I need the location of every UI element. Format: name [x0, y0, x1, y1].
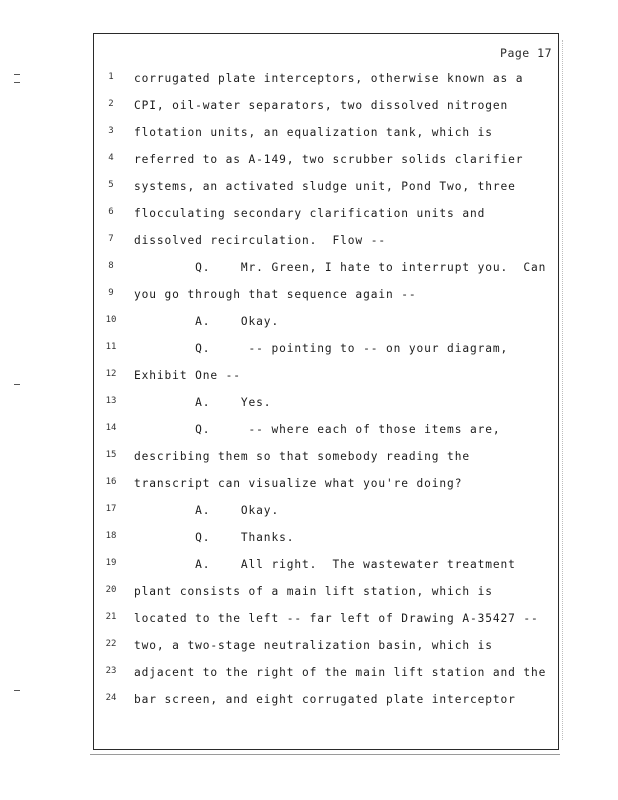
transcript-line [94, 342, 560, 358]
line-text: you go through that sequence again -- [134, 288, 417, 301]
line-number: 23 [105, 666, 117, 676]
line-number: 1 [108, 72, 114, 82]
transcript-line [94, 99, 560, 115]
transcript-line [94, 261, 560, 277]
line-text: dissolved recirculation. Flow -- [134, 234, 386, 247]
scan-edge [562, 40, 565, 740]
line-text: A. Okay. [134, 315, 280, 328]
line-text: corrugated plate interceptors, otherwise known as a [134, 72, 524, 85]
transcript-line [94, 585, 560, 601]
transcript-line [94, 72, 560, 88]
transcript-line [94, 396, 560, 412]
transcript-line [94, 126, 560, 142]
line-number: 16 [105, 477, 117, 487]
line-text: flocculating secondary clarification units and [134, 207, 486, 220]
transcript-line [94, 531, 560, 547]
line-number: 15 [105, 450, 117, 460]
line-number: 8 [108, 261, 114, 271]
transcript-line [94, 423, 560, 439]
line-text: A. Yes. [134, 396, 272, 409]
line-number: 17 [105, 504, 117, 514]
line-text: CPI, oil-water separators, two dissolved nitrogen [134, 99, 509, 112]
transcript-line [94, 504, 560, 520]
transcript-line [94, 180, 560, 196]
line-text: referred to as A-149, two scrubber solids clarifier [134, 153, 524, 166]
transcript-line [94, 666, 560, 682]
line-number: 19 [105, 558, 117, 568]
line-number: 13 [105, 396, 117, 406]
transcript-line [94, 234, 560, 250]
line-text: plant consists of a main lift station, which is [134, 585, 493, 598]
line-number: 11 [105, 342, 117, 352]
transcript-line [94, 369, 560, 385]
bottom-rule [90, 754, 560, 755]
line-number: 18 [105, 531, 117, 541]
scan-mark [14, 384, 20, 385]
transcript-line [94, 153, 560, 169]
transcript-line [94, 477, 560, 493]
line-text: Q. -- where each of those items are, [134, 423, 501, 436]
line-text: A. Okay. [134, 504, 280, 517]
scan-mark [14, 82, 20, 83]
line-number: 2 [108, 99, 114, 109]
transcript-line [94, 450, 560, 466]
scan-mark [14, 74, 20, 75]
transcript-line [94, 207, 560, 223]
scan-mark [14, 690, 20, 691]
line-number: 9 [108, 288, 114, 298]
transcript-line [94, 315, 560, 331]
line-text: describing them so that somebody reading the [134, 450, 470, 463]
line-number: 10 [105, 315, 117, 325]
line-number: 24 [105, 693, 117, 703]
line-text: two, a two-stage neutralization basin, which is [134, 639, 493, 652]
line-text: Q. Thanks. [134, 531, 295, 544]
line-text: Q. -- pointing to -- on your diagram, [134, 342, 509, 355]
line-number: 7 [108, 234, 114, 244]
transcript-line [94, 558, 560, 574]
line-text: bar screen, and eight corrugated plate interceptor [134, 693, 516, 706]
line-number: 6 [108, 207, 114, 217]
line-number: 4 [108, 153, 114, 163]
line-text: located to the left -- far left of Drawing A-35427 -- [134, 612, 539, 625]
transcript-line [94, 693, 560, 709]
line-number: 20 [105, 585, 117, 595]
line-text: A. All right. The wastewater treatment [134, 558, 516, 571]
line-number: 5 [108, 180, 114, 190]
line-number: 12 [105, 369, 117, 379]
line-text: transcript can visualize what you're doing? [134, 477, 463, 490]
line-text: Q. Mr. Green, I hate to interrupt you. Can [134, 261, 547, 274]
transcript-page [93, 33, 559, 750]
transcript-line [94, 639, 560, 655]
line-text: adjacent to the right of the main lift station and the [134, 666, 547, 679]
line-text: Exhibit One -- [134, 369, 241, 382]
line-text: systems, an activated sludge unit, Pond Two, three [134, 180, 516, 193]
line-number: 21 [105, 612, 117, 622]
line-number: 14 [105, 423, 117, 433]
line-text: flotation units, an equalization tank, which is [134, 126, 493, 139]
line-number: 22 [105, 639, 117, 649]
page-number: Page 17 [500, 46, 552, 60]
transcript-line [94, 288, 560, 304]
transcript-line [94, 612, 560, 628]
line-number: 3 [108, 126, 114, 136]
